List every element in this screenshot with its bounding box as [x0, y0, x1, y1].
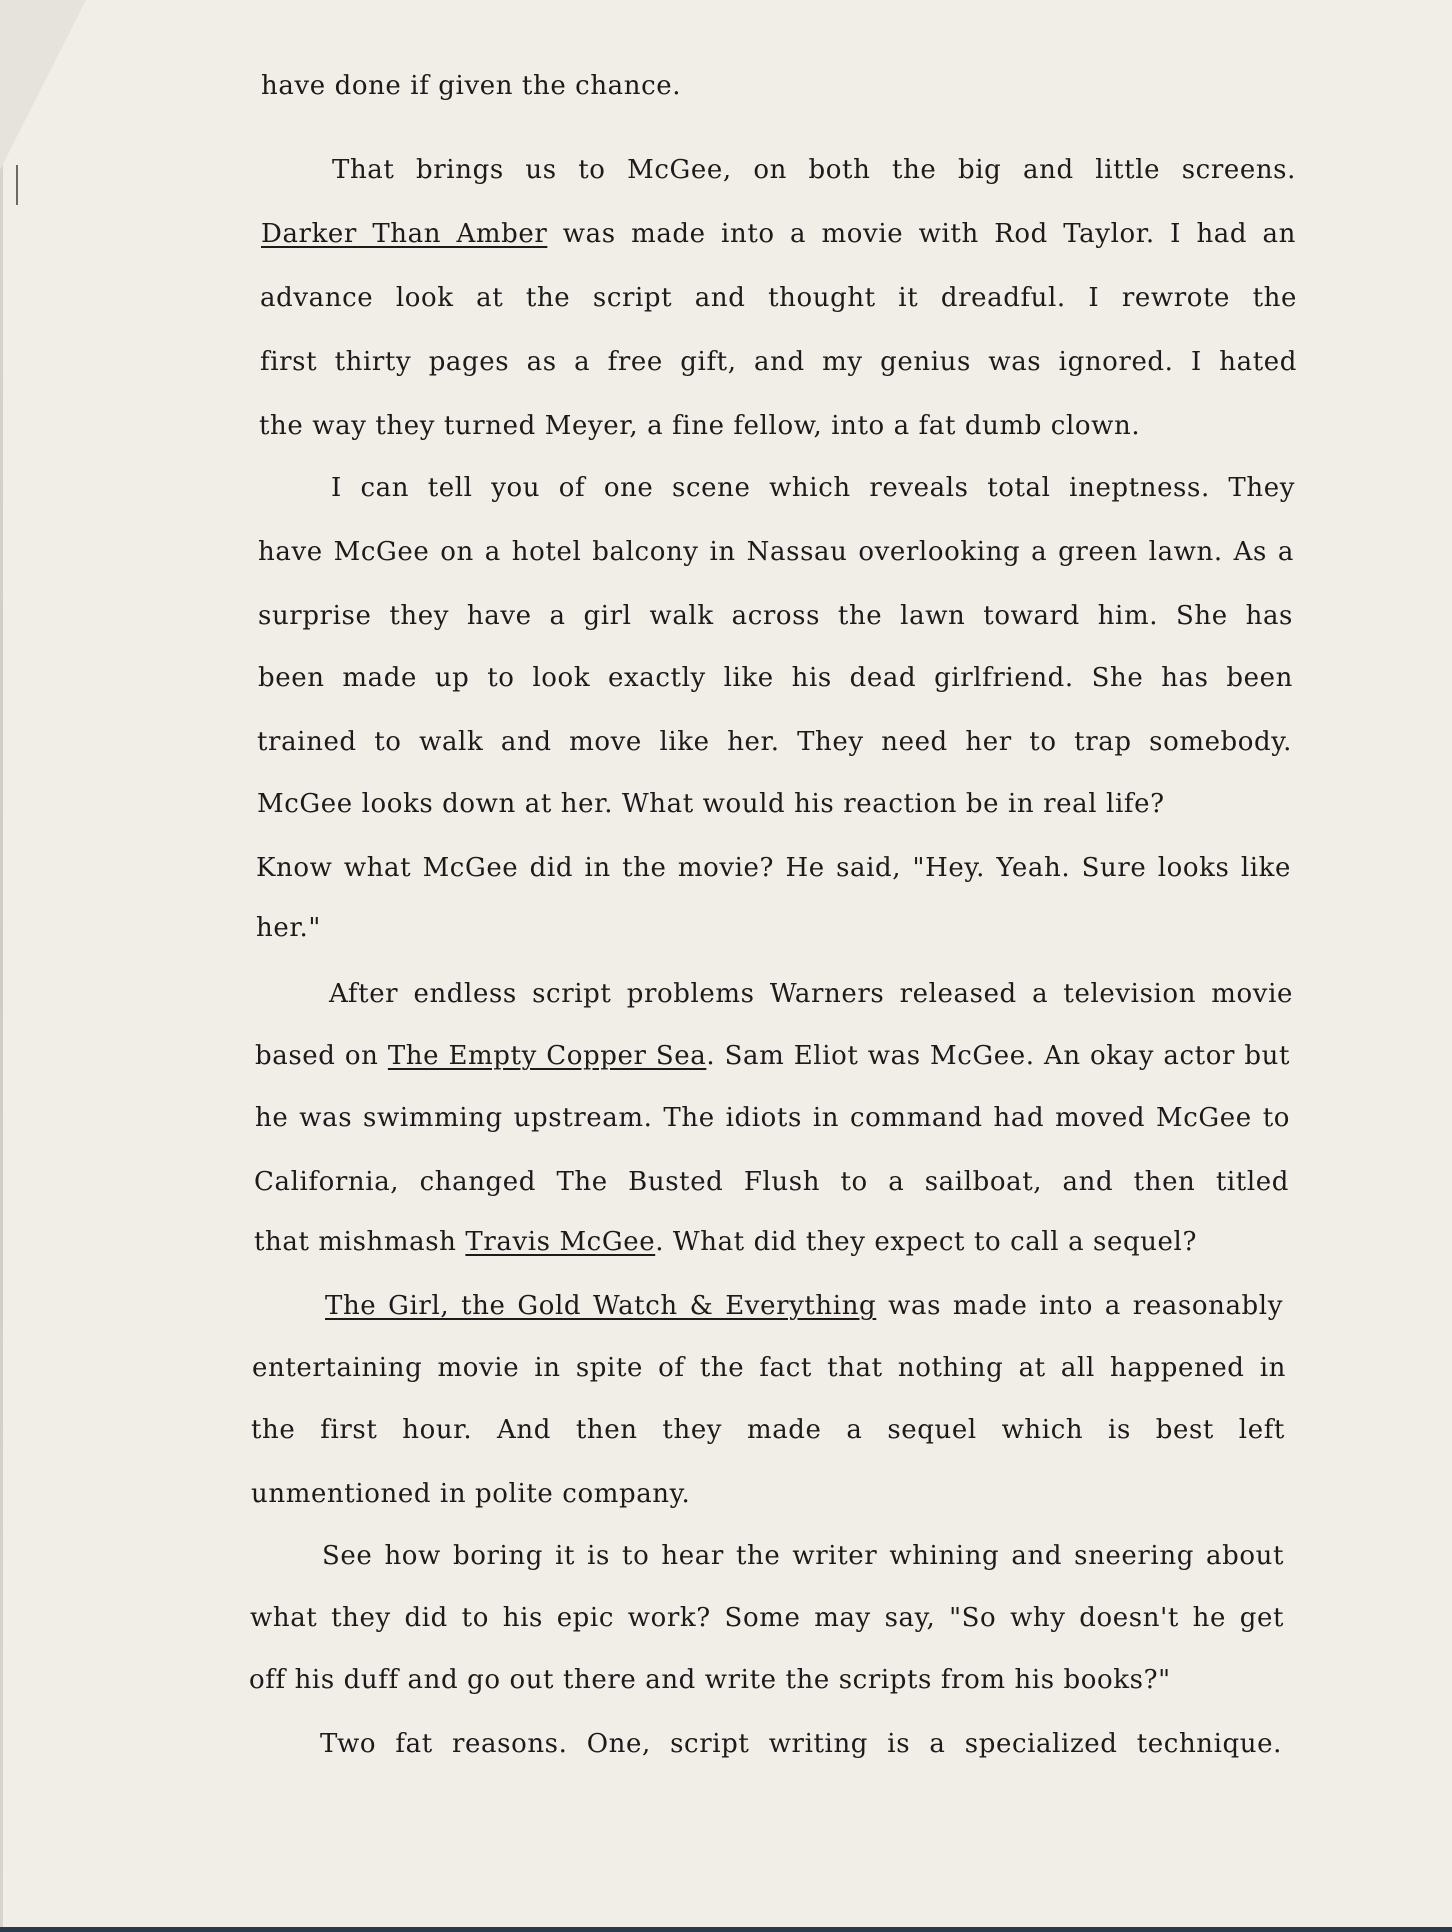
text-segment: . What did they expect to call a sequel? [655, 1227, 1198, 1257]
text-line: entertaining movie in spite of the fact that nothing at all happened in [252, 1353, 1286, 1383]
text-line: trained to walk and move like her. They need her to trap somebody. [257, 727, 1292, 757]
text-line: I can tell you of one scene which reveals total ineptness. They [331, 473, 1295, 503]
text-line: Two fat reasons. One, script writing is a specialized technique. [320, 1729, 1282, 1759]
text-segment: was made into a movie with Rod Taylor. I had an [547, 219, 1296, 249]
text-line: have McGee on a hotel balcony in Nassau overlooking a green lawn. As a [258, 537, 1294, 567]
text-line: her." [256, 913, 321, 943]
text-line: he was swimming upstream. The idiots in command had moved McGee to [255, 1103, 1290, 1133]
text-line: the first hour. And then they made a sequel which is best left [251, 1415, 1285, 1445]
text-segment: was made into a reasonably [876, 1291, 1284, 1321]
text-line [254, 1226, 1198, 1258]
underlined-title: The Empty Copper Sea [387, 1041, 707, 1071]
text-line: advance look at the script and thought it dreadful. I rewrote the [260, 283, 1297, 313]
text-segment: based on [255, 1041, 388, 1071]
underlined-title: The Girl, the Gold Watch & Everything [325, 1291, 877, 1321]
text-line: Know what McGee did in the movie? He said, "Hey. Yeah. Sure looks like [256, 853, 1291, 883]
folded-corner [0, 0, 86, 170]
text-line: the way they turned Meyer, a fine fellow, into a fat dumb clown. [259, 411, 1141, 441]
scan-bottom-edge [0, 1927, 1452, 1932]
text-line: surprise they have a girl walk across the lawn toward him. She has [258, 601, 1293, 631]
text-line [325, 1290, 1283, 1322]
text-line: what they did to his epic work? Some may say, "So why doesn't he get [250, 1603, 1284, 1633]
text-line [261, 218, 1296, 250]
text-line: California, changed The Busted Flush to a sailboat, and then titled [254, 1167, 1289, 1197]
text-line: been made up to look exactly like his dead girlfriend. She has been [258, 663, 1293, 693]
text-line: After endless script problems Warners released a television movie [329, 979, 1293, 1009]
text-line: off his duff and go out there and write the scripts from his books?" [249, 1665, 1171, 1695]
text-line: unmentioned in polite company. [251, 1479, 691, 1509]
underlined-title: Travis McGee [465, 1227, 656, 1257]
fold-shadow [16, 165, 18, 205]
text-line: That brings us to McGee, on both the big and little screens. [332, 155, 1296, 185]
text-line: have done if given the chance. [261, 71, 682, 101]
text-segment: . Sam Eliot was McGee. An okay actor but [706, 1041, 1291, 1071]
text-line [255, 1040, 1290, 1072]
page-left-edge [0, 0, 3, 1932]
underlined-title: Darker Than Amber [261, 219, 548, 249]
text-line: first thirty pages as a free gift, and my genius was ignored. I hated [260, 347, 1297, 377]
text-line: McGee looks down at her. What would his reaction be in real life? [257, 789, 1165, 819]
text-line: See how boring it is to hear the writer whining and sneering about [322, 1541, 1284, 1571]
text-segment: that mishmash [254, 1227, 466, 1257]
